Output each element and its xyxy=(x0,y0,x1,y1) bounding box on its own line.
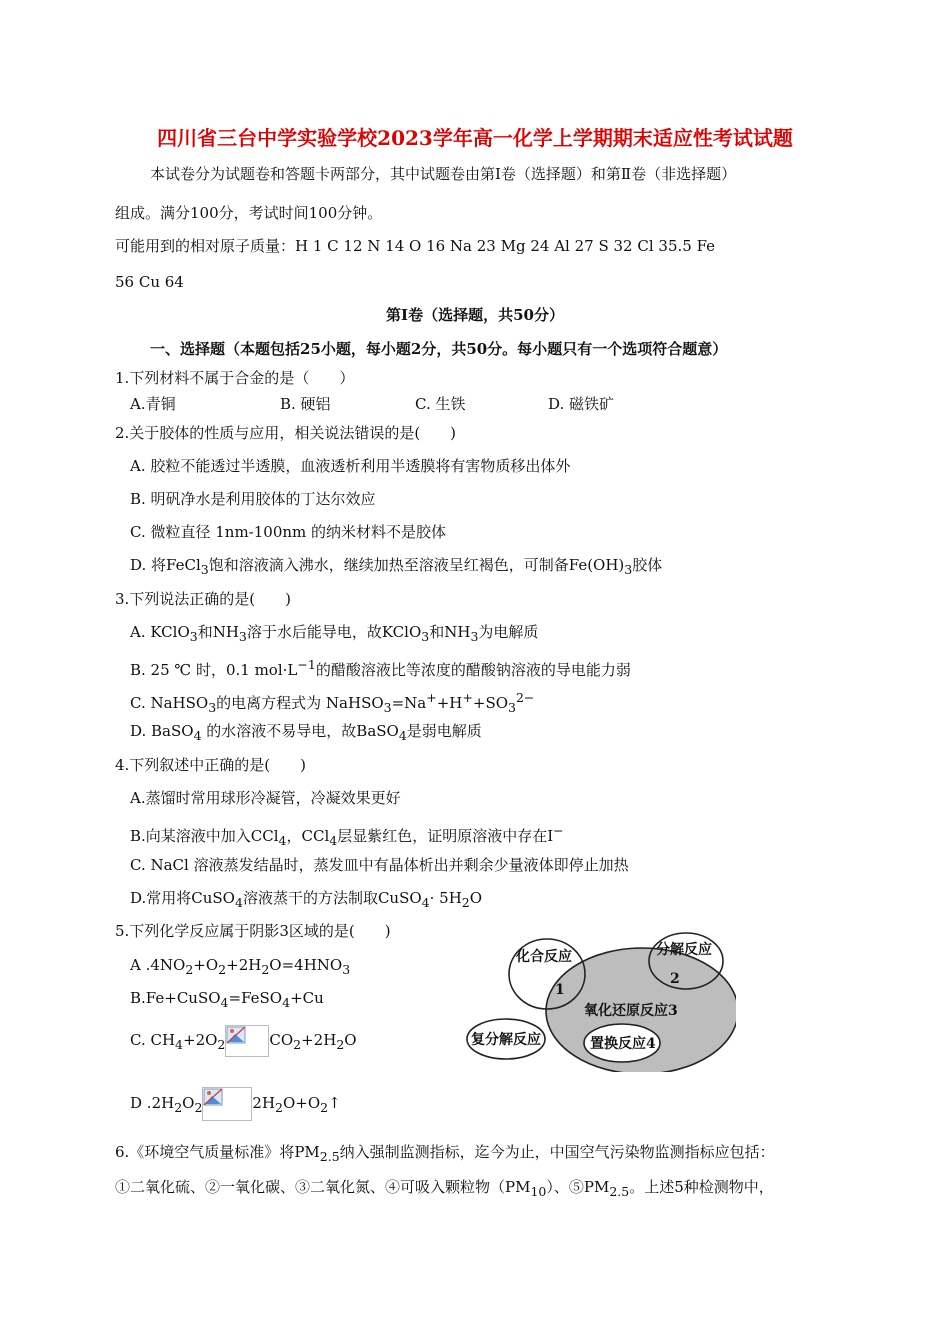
q3-c-s1: 3 xyxy=(208,700,217,715)
q4-b-s2: 4 xyxy=(329,833,338,848)
q3-option-b xyxy=(130,655,631,680)
q5-c-s2: 2 xyxy=(217,1037,226,1052)
q5-d-t4: O+O xyxy=(282,1094,321,1112)
q5-d-t3: 2H xyxy=(252,1094,276,1112)
q5-b-s2: 4 xyxy=(282,995,291,1010)
q3-b-t2: 的醋酸溶液比等浓度的醋酸钠溶液的导电能力弱 xyxy=(315,661,631,679)
q1-option-d: D. 磁铁矿 xyxy=(548,395,615,413)
q4-d-s2: 4 xyxy=(421,895,430,910)
q3-b-t1: B. 25 ℃ 时，0.1 mol·L xyxy=(130,661,298,679)
q2-d-sub-2: 3 xyxy=(624,562,633,577)
q3-c-t4: +H xyxy=(436,694,463,712)
broken-image-icon xyxy=(202,1087,252,1121)
part-title: 一、选择题（本题包括25小题，每小题2分，共50分。每小题只有一个选项符合题意） xyxy=(150,340,728,358)
q6-l2-t1: ①二氧化硫、②一氧化碳、③二氧化氮、④可吸入颗粒物（PM xyxy=(115,1178,531,1196)
q2-option-a: A. 胶粒不能透过半透膜，血液透析利用半透膜将有害物质移出体外 xyxy=(130,457,571,475)
q3-c-t1: C. NaHSO xyxy=(130,694,209,712)
q4-d-s3: 2 xyxy=(461,895,470,910)
label-combination: 化合反应 xyxy=(516,949,572,965)
q2-stem: 2.关于胶体的性质与应用，相关说法错误的是( ) xyxy=(115,424,457,442)
exam-title: 四川省三台中学实验学校2023学年高一化学上学期期末适应性考试试题 xyxy=(157,126,793,150)
q2-d-text-3: 胶体 xyxy=(632,556,663,574)
q1-option-a: A.青铜 xyxy=(130,395,176,413)
q4-d-t3: · 5H xyxy=(429,889,462,907)
q5-a-t4: O=4HNO xyxy=(269,956,343,974)
q3-c-s2: 3 xyxy=(383,700,392,715)
q5-d-t5: ↑ xyxy=(328,1094,341,1112)
q5-d-t2: O xyxy=(182,1094,195,1112)
label-decomposition: 分解反应 xyxy=(656,942,712,958)
q3-c-s3: 3 xyxy=(508,700,516,715)
q4-d-s1: 4 xyxy=(234,895,243,910)
q3-stem: 3.下列说法正确的是( ) xyxy=(115,590,292,608)
q3-option-a xyxy=(130,622,538,647)
q3-d-t3: 是弱电解质 xyxy=(406,722,482,740)
q5-c-t5: O xyxy=(344,1031,357,1049)
q2-d-sub-1: 3 xyxy=(200,562,209,577)
q5-option-d xyxy=(130,1087,341,1121)
q6-l2-s1: 10 xyxy=(530,1184,547,1199)
q2-option-d xyxy=(130,555,662,580)
q6-l1-t1: 6.《环境空气质量标准》将PM xyxy=(115,1143,320,1161)
q2-option-c: C. 微粒直径 1nm-100nm 的纳米材料不是胶体 xyxy=(130,523,447,541)
label-displacement: 置换反应4 xyxy=(590,1036,656,1052)
q4-b-s1: 4 xyxy=(278,833,287,848)
q5-b-s1: 4 xyxy=(220,995,229,1010)
q4-stem: 4.下列叙述中正确的是( ) xyxy=(115,756,307,774)
q5-a-s1: 2 xyxy=(185,962,194,977)
q3-a-t2: 和NH xyxy=(197,623,239,641)
q3-d-s1: 4 xyxy=(193,728,202,743)
q5-option-a xyxy=(130,955,350,980)
q3-option-d xyxy=(130,721,482,746)
q6-line-2 xyxy=(115,1177,774,1202)
q4-d-t1: D.常用将CuSO xyxy=(130,889,235,907)
q3-a-t4: 和NH xyxy=(429,623,471,641)
q5-d-s2: 2 xyxy=(194,1100,203,1115)
q6-l1-s1: 2.5 xyxy=(319,1149,340,1164)
atomic-mass-line-2: 56 Cu 64 xyxy=(115,273,184,291)
q3-d-s2: 4 xyxy=(398,728,407,743)
q4-b-sup: − xyxy=(553,823,564,838)
label-double-decomposition: 复分解反应 xyxy=(471,1032,541,1048)
q3-c-sup1: + xyxy=(426,690,437,705)
q2-d-text-2: 饱和溶液滴入沸水，继续加热至溶液呈红褐色，可制备Fe(OH) xyxy=(208,556,625,574)
q1-option-c: C. 生铁 xyxy=(415,395,466,413)
q3-b-sup: −1 xyxy=(297,657,316,672)
q3-c-sup3: 2− xyxy=(515,690,535,705)
q4-d-t2: 溶液蒸干的方法制取CuSO xyxy=(242,889,422,907)
q5-d-s4: 2 xyxy=(320,1100,329,1115)
q6-l2-s2: 2.5 xyxy=(609,1184,630,1199)
q5-d-s3: 2 xyxy=(275,1100,283,1115)
q5-a-t3: +2H xyxy=(226,956,262,974)
q3-c-t3: =Na xyxy=(391,694,427,712)
label-region-2: 2 xyxy=(670,971,680,987)
q6-line-1 xyxy=(115,1142,775,1167)
q5-a-s4: 3 xyxy=(342,962,351,977)
q3-a-t5: 为电解质 xyxy=(478,623,539,641)
q5-b-t3: +Cu xyxy=(290,989,324,1007)
broken-image-icon xyxy=(225,1025,269,1057)
q5-a-s2: 2 xyxy=(218,962,227,977)
q4-option-c: C. NaCl 溶液蒸发结晶时，蒸发皿中有晶体析出并剩余少量液体即停止加热 xyxy=(130,856,629,874)
q5-d-s1: 2 xyxy=(174,1100,183,1115)
q3-a-s2: 3 xyxy=(238,629,247,644)
q4-b-t1: B.向某溶液中加入CCl xyxy=(130,827,279,845)
q3-a-s1: 3 xyxy=(189,629,198,644)
q5-stem: 5.下列化学反应属于阴影3区域的是( ) xyxy=(115,922,391,940)
q3-c-sup2: + xyxy=(462,690,473,705)
q5-c-t3: CO xyxy=(269,1031,294,1049)
q5-c-s3: 2 xyxy=(293,1037,302,1052)
q5-c-t1: C. CH xyxy=(130,1031,176,1049)
q4-d-t4: O xyxy=(469,889,483,907)
q3-d-t2: 的水溶液不易导电，故BaSO xyxy=(201,722,399,740)
q5-option-c xyxy=(130,1025,357,1057)
q3-a-t3: 溶于水后能导电，故KClO xyxy=(246,623,422,641)
q6-l1-t2: 纳入强制监测指标，迄今为止，中国空气污染物监测指标应包括： xyxy=(339,1143,775,1161)
q3-a-s3: 3 xyxy=(421,629,430,644)
intro-line-1: 本试卷分为试题卷和答题卡两部分，其中试题卷由第Ⅰ卷（选择题）和第Ⅱ卷（非选择题） xyxy=(150,165,737,183)
q5-c-t4: +2H xyxy=(301,1031,337,1049)
q3-d-t1: D. BaSO xyxy=(130,722,194,740)
q6-l2-t2: ）、⑤PM xyxy=(546,1178,610,1196)
q1-stem: 1.下列材料不属于合金的是（ ） xyxy=(115,369,355,387)
q5-c-s4: 2 xyxy=(336,1037,345,1052)
q5-c-s1: 4 xyxy=(175,1037,183,1052)
q4-option-b xyxy=(130,821,564,851)
q1-option-b: B. 硬铝 xyxy=(280,395,331,413)
q5-a-t2: +O xyxy=(193,956,219,974)
q4-option-a: A.蒸馏时常用球形冷凝管，冷凝效果更好 xyxy=(130,789,401,807)
q2-d-text-1: D. 将FeCl xyxy=(130,556,201,574)
reaction-type-diagram xyxy=(466,932,736,1072)
q2-option-b: B. 明矾净水是利用胶体的丁达尔效应 xyxy=(130,490,376,508)
q5-a-t1: A .4NO xyxy=(130,956,186,974)
q4-b-t3: 层显紫红色，证明原溶液中存在I xyxy=(337,827,554,845)
q5-option-b xyxy=(130,988,324,1013)
q5-c-t2: +2O xyxy=(183,1031,218,1049)
q4-option-d xyxy=(130,888,482,913)
q5-b-t1: B.Fe+CuSO xyxy=(130,989,221,1007)
q3-a-t1: A. KClO xyxy=(130,623,190,641)
q3-c-t5: +SO xyxy=(472,694,509,712)
intro-line-2: 组成。满分100分，考试时间100分钟。 xyxy=(115,204,383,222)
q6-l2-t3: 。上述5种检测物中， xyxy=(629,1178,774,1196)
section-title: 第Ⅰ卷（选择题，共50分） xyxy=(386,306,564,324)
q5-d-t1: D .2H xyxy=(130,1094,175,1112)
q4-b-t2: ，CCl xyxy=(286,827,330,845)
q3-option-c xyxy=(130,688,534,718)
q3-a-s4: 3 xyxy=(470,629,479,644)
q5-b-t2: =FeSO xyxy=(228,989,283,1007)
q5-a-s3: 2 xyxy=(261,962,270,977)
label-redox: 氧化还原反应3 xyxy=(584,1003,678,1019)
atomic-mass-line-1: 可能用到的相对原子质量：H 1 C 12 N 14 O 16 Na 23 Mg 24 Al 27 S 32 Cl 35.5 Fe xyxy=(115,237,716,255)
q3-c-t2: 的电离方程式为 NaHSO xyxy=(216,694,384,712)
label-region-1: 1 xyxy=(555,982,565,998)
